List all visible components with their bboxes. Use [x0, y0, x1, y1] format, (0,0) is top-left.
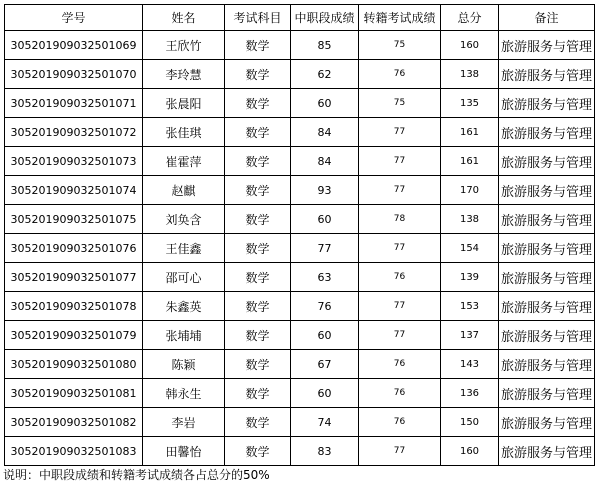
table-row: [5, 408, 595, 437]
student-name-cell: 张佳琪: [143, 118, 225, 147]
subject-cell: 数学: [225, 263, 291, 292]
mid-score-cell: 85: [291, 31, 359, 60]
header-row: [5, 5, 595, 31]
subject-cell: 数学: [225, 408, 291, 437]
student-name-cell: 刘奂含: [143, 205, 225, 234]
subject-cell: 数学: [225, 89, 291, 118]
total-score-cell: 170: [441, 176, 499, 205]
table-row: [5, 321, 595, 350]
header-subject: 考试科目: [225, 5, 291, 31]
total-score-cell: 161: [441, 118, 499, 147]
subject-cell: 数学: [225, 176, 291, 205]
table-row: [5, 292, 595, 321]
transfer-score-cell: 76: [359, 60, 441, 89]
subject-cell: 数学: [225, 31, 291, 60]
subject-cell: 数学: [225, 292, 291, 321]
header-name: 姓名: [143, 5, 225, 31]
mid-score-cell: 60: [291, 89, 359, 118]
note-cell: 旅游服务与管理: [499, 89, 595, 118]
table-body: [5, 31, 595, 466]
score-table: [4, 4, 595, 466]
total-score-cell: 136: [441, 379, 499, 408]
student-name-cell: 赵麒: [143, 176, 225, 205]
table-row: [5, 60, 595, 89]
student-name-cell: 朱鑫英: [143, 292, 225, 321]
note-cell: 旅游服务与管理: [499, 31, 595, 60]
total-score-cell: 138: [441, 60, 499, 89]
student-name-cell: 王佳鑫: [143, 234, 225, 263]
footnote: 说明：中职段成绩和转籍考试成绩各占总分的50%: [3, 468, 270, 482]
transfer-score-cell: 77: [359, 321, 441, 350]
note-cell: 旅游服务与管理: [499, 205, 595, 234]
table-row: [5, 147, 595, 176]
note-cell: 旅游服务与管理: [499, 321, 595, 350]
note-cell: 旅游服务与管理: [499, 60, 595, 89]
table-row: [5, 31, 595, 60]
note-cell: 旅游服务与管理: [499, 292, 595, 321]
student-name-cell: 张埔埔: [143, 321, 225, 350]
note-cell: 旅游服务与管理: [499, 350, 595, 379]
subject-cell: 数学: [225, 60, 291, 89]
subject-cell: 数学: [225, 118, 291, 147]
table-row: [5, 205, 595, 234]
note-cell: 旅游服务与管理: [499, 379, 595, 408]
transfer-score-cell: 76: [359, 263, 441, 292]
student-id-cell: 305201909032501080: [5, 350, 143, 379]
mid-score-cell: 93: [291, 176, 359, 205]
subject-cell: 数学: [225, 379, 291, 408]
total-score-cell: 143: [441, 350, 499, 379]
total-score-cell: 160: [441, 31, 499, 60]
student-name-cell: 崔霍萍: [143, 147, 225, 176]
transfer-score-cell: 76: [359, 379, 441, 408]
note-cell: 旅游服务与管理: [499, 176, 595, 205]
header-note: 备注: [499, 5, 595, 31]
total-score-cell: 153: [441, 292, 499, 321]
note-cell: 旅游服务与管理: [499, 263, 595, 292]
table-row: [5, 118, 595, 147]
total-score-cell: 138: [441, 205, 499, 234]
transfer-score-cell: 77: [359, 292, 441, 321]
student-id-cell: 305201909032501078: [5, 292, 143, 321]
subject-cell: 数学: [225, 205, 291, 234]
total-score-cell: 139: [441, 263, 499, 292]
student-id-cell: 305201909032501069: [5, 31, 143, 60]
student-name-cell: 田馨怡: [143, 437, 225, 466]
student-id-cell: 305201909032501071: [5, 89, 143, 118]
note-cell: 旅游服务与管理: [499, 234, 595, 263]
student-name-cell: 李玲慧: [143, 60, 225, 89]
student-id-cell: 305201909032501079: [5, 321, 143, 350]
mid-score-cell: 83: [291, 437, 359, 466]
note-cell: 旅游服务与管理: [499, 437, 595, 466]
student-id-cell: 305201909032501075: [5, 205, 143, 234]
total-score-cell: 161: [441, 147, 499, 176]
transfer-score-cell: 76: [359, 350, 441, 379]
table-row: [5, 379, 595, 408]
total-score-cell: 135: [441, 89, 499, 118]
mid-score-cell: 63: [291, 263, 359, 292]
student-id-cell: 305201909032501076: [5, 234, 143, 263]
transfer-score-cell: 77: [359, 234, 441, 263]
mid-score-cell: 84: [291, 118, 359, 147]
mid-score-cell: 60: [291, 379, 359, 408]
student-name-cell: 王欣竹: [143, 31, 225, 60]
table-row: [5, 263, 595, 292]
mid-score-cell: 76: [291, 292, 359, 321]
student-id-cell: 305201909032501083: [5, 437, 143, 466]
header-transfer-score: 转籍考试成绩: [359, 5, 441, 31]
transfer-score-cell: 75: [359, 89, 441, 118]
student-name-cell: 韩永生: [143, 379, 225, 408]
student-id-cell: 305201909032501072: [5, 118, 143, 147]
subject-cell: 数学: [225, 147, 291, 176]
mid-score-cell: 84: [291, 147, 359, 176]
transfer-score-cell: 75: [359, 31, 441, 60]
note-cell: 旅游服务与管理: [499, 408, 595, 437]
table-row: [5, 89, 595, 118]
transfer-score-cell: 76: [359, 408, 441, 437]
total-score-cell: 150: [441, 408, 499, 437]
transfer-score-cell: 77: [359, 118, 441, 147]
subject-cell: 数学: [225, 437, 291, 466]
student-id-cell: 305201909032501082: [5, 408, 143, 437]
total-score-cell: 137: [441, 321, 499, 350]
student-name-cell: 李岩: [143, 408, 225, 437]
mid-score-cell: 60: [291, 205, 359, 234]
transfer-score-cell: 78: [359, 205, 441, 234]
total-score-cell: 154: [441, 234, 499, 263]
mid-score-cell: 77: [291, 234, 359, 263]
transfer-score-cell: 77: [359, 176, 441, 205]
header-id: 学号: [5, 5, 143, 31]
table-row: [5, 176, 595, 205]
table-row: [5, 437, 595, 466]
note-cell: 旅游服务与管理: [499, 147, 595, 176]
mid-score-cell: 60: [291, 321, 359, 350]
subject-cell: 数学: [225, 321, 291, 350]
header-mid-score: 中职段成绩: [291, 5, 359, 31]
mid-score-cell: 62: [291, 60, 359, 89]
student-name-cell: 邵可心: [143, 263, 225, 292]
student-id-cell: 305201909032501074: [5, 176, 143, 205]
student-id-cell: 305201909032501077: [5, 263, 143, 292]
student-id-cell: 305201909032501070: [5, 60, 143, 89]
note-cell: 旅游服务与管理: [499, 118, 595, 147]
subject-cell: 数学: [225, 234, 291, 263]
header-total: 总分: [441, 5, 499, 31]
student-name-cell: 张晨阳: [143, 89, 225, 118]
student-id-cell: 305201909032501073: [5, 147, 143, 176]
mid-score-cell: 67: [291, 350, 359, 379]
mid-score-cell: 74: [291, 408, 359, 437]
transfer-score-cell: 77: [359, 147, 441, 176]
transfer-score-cell: 77: [359, 437, 441, 466]
table-row: [5, 234, 595, 263]
table-row: [5, 350, 595, 379]
total-score-cell: 160: [441, 437, 499, 466]
subject-cell: 数学: [225, 350, 291, 379]
student-id-cell: 305201909032501081: [5, 379, 143, 408]
student-name-cell: 陈颖: [143, 350, 225, 379]
